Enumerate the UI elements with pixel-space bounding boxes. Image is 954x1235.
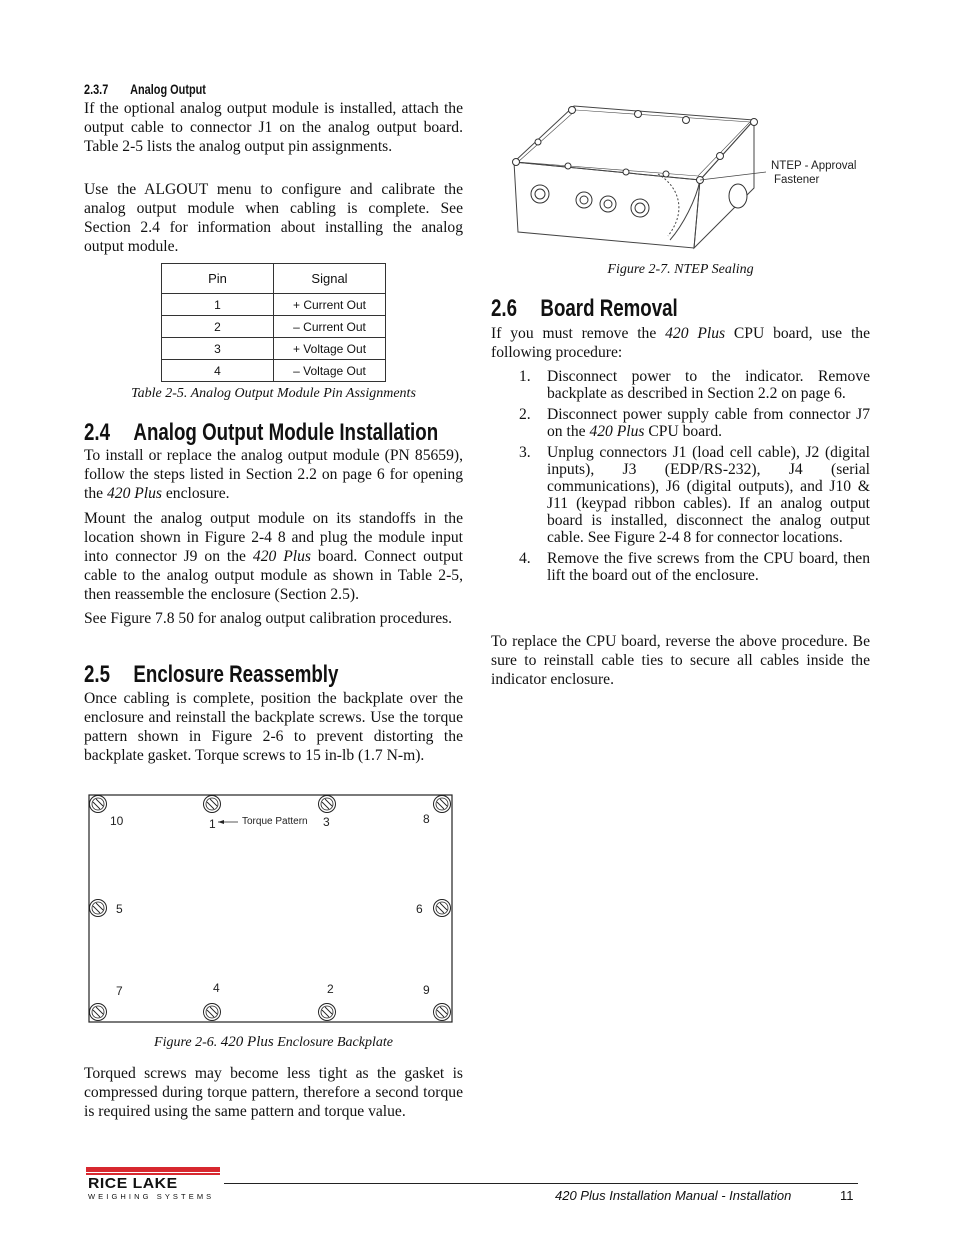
label-line: NTEP - Approval: [771, 160, 857, 172]
screw-icon: [319, 1004, 336, 1021]
section-number: 2.4: [84, 419, 111, 446]
table-cell: + Current Out: [274, 294, 386, 316]
board-removal-intro: [491, 324, 870, 362]
table-row: [162, 316, 386, 338]
list-item: [491, 406, 870, 440]
section-2-3-7-heading: [84, 81, 206, 97]
ntep-fastener-label: [771, 159, 856, 187]
torque-number: 9: [423, 983, 430, 997]
product-name: 420 Plus: [220, 1034, 274, 1050]
backplate-drawing: [86, 792, 456, 1026]
reassembly-paragraph-2: Torqued screws may become less tight as the gasket is compressed during torque pattern, therefore a second torque is required using the same pattern and torque value.: [84, 1065, 463, 1120]
step-number: 1.: [519, 368, 531, 385]
section-number: 2.5: [84, 661, 111, 688]
table-cell: – Current Out: [274, 316, 386, 338]
section-title: Analog Output: [130, 81, 206, 97]
section-number: 2.3.7: [84, 81, 109, 97]
list-item: [491, 368, 870, 402]
torque-number: 1: [209, 817, 216, 831]
page-number: 11: [840, 1188, 854, 1203]
table-cell: 4: [162, 360, 274, 382]
analog-output-paragraph-1: If the optional analog output module is installed, attach the output cable to connector J1 on the analog output board. Table 2-5 lists the analog output pin assignments.: [84, 100, 463, 155]
product-name: 420 Plus: [665, 325, 726, 342]
product-name: 420 Plus: [252, 548, 311, 565]
screw-icon: [204, 1004, 221, 1021]
screw-icon: [434, 1004, 451, 1021]
torque-number: 5: [116, 902, 123, 916]
text-run: Mount the analog output module on its standoffs in the location shown in Figure 2-4 8 and plug the module input into connector J9 on the: [84, 510, 463, 565]
torque-number: 7: [116, 984, 123, 998]
footer-doc-title: 420 Plus Installation Manual - Installation: [555, 1188, 792, 1203]
text-run: To install or replace the analog output module (PN 85659), follow the steps listed in Section 2.2 on page 6 for opening the: [84, 447, 463, 502]
table-cell: 2: [162, 316, 274, 338]
step-number: 2.: [519, 406, 531, 423]
screw-icon: [434, 796, 451, 813]
table-header-signal: Signal: [274, 264, 386, 294]
text-run: Enclosure Backplate: [277, 1035, 393, 1050]
installation-paragraph-3: See Figure 7.8 50 for analog output calibration procedures.: [84, 610, 453, 627]
screw-icon: [90, 900, 107, 917]
installation-paragraph-1: [84, 446, 463, 503]
label-line: Fastener: [774, 174, 820, 186]
board-removal-outro: To replace the CPU board, reverse the above procedure. Be sure to reinstall cable ties to secure all cables inside the indicator enclosure.: [491, 633, 870, 688]
step-text: Disconnect power to the indicator. Remove backplate as described in Section 2.2 on page 6.: [547, 368, 870, 402]
torque-pattern-label: Torque Pattern: [242, 816, 308, 827]
torque-number: 3: [323, 815, 330, 829]
torque-number: 4: [213, 981, 220, 995]
footer-rule: [224, 1183, 858, 1184]
table-cell: 3: [162, 338, 274, 360]
step-number: 3.: [519, 444, 531, 461]
table-header-pin: Pin: [162, 264, 274, 294]
analog-output-paragraph-2: Use the ALGOUT menu to configure and calibrate the analog output module when cabling is complete. See Section 2.4 for information about installing the analog output module.: [84, 181, 463, 255]
text-run: CPU board, use the following procedure:: [491, 325, 870, 361]
table-cell: + Voltage Out: [274, 338, 386, 360]
step-number: 4.: [519, 550, 531, 567]
table-row: [162, 294, 386, 316]
torque-number: 10: [110, 814, 124, 828]
pin-assignment-table: [161, 263, 386, 382]
screw-icon: [434, 900, 451, 917]
text-run: board. Connect output cable to the analog output module as shown in Table 2-5, then reassemble the enclosure (Section 2.5).: [84, 548, 463, 603]
table-cell: – Voltage Out: [274, 360, 386, 382]
installation-paragraph-2: [84, 509, 463, 604]
text-run: Figure 2-6.: [154, 1035, 218, 1050]
figure-2-7-caption: Figure 2-7. NTEP Sealing: [607, 262, 754, 277]
screw-icon: [90, 796, 107, 813]
figure-2-6-caption: [84, 1034, 463, 1051]
section-number: 2.6: [491, 295, 518, 322]
torque-number: 2: [327, 982, 334, 996]
screw-icon: [90, 1004, 107, 1021]
product-name: 420 Plus: [589, 423, 645, 440]
section-2-4-heading: [84, 420, 438, 446]
rice-lake-logo: [86, 1167, 220, 1205]
product-name: 420 Plus: [106, 485, 162, 502]
reassembly-paragraph-1: Once cabling is complete, position the backplate over the enclosure and reinstall the backplate screws. Use the torque pattern shown in Figure 2-6 to prevent distorting the backplate gasket. Torque screws to 15 in-lb (1.7 N-m).: [84, 690, 463, 764]
backplate-figure: [86, 792, 456, 1026]
step-text: Unplug connectors J1 (load cell cable), J2 (digital inputs), J3 (EDP/RS-232), J4 (serial communications), J6 (digital outputs), and J10 & J11 (keypad ribbon cables). If an analog output board is installed, disconnect the analog output cable. See Figure 2-4 8 for connector locations.: [547, 444, 870, 546]
section-2-6-heading: [491, 296, 678, 322]
board-removal-steps: [491, 368, 870, 588]
logo-wordmark: RICE LAKE: [88, 1175, 178, 1192]
table-row: [162, 338, 386, 360]
list-item: [491, 550, 870, 584]
section-title: Analog Output Module Installation: [133, 419, 439, 446]
text-run: enclosure.: [165, 485, 230, 502]
table-row: [162, 360, 386, 382]
torque-number: 8: [423, 812, 430, 826]
list-item: [491, 444, 870, 546]
step-text: Disconnect power supply cable from connector J7 on the: [547, 406, 870, 440]
screw-icon: [204, 796, 221, 813]
text-run: If you must remove the: [491, 325, 657, 342]
section-title: Board Removal: [540, 295, 678, 322]
table-caption: Table 2-5. Analog Output Module Pin Assignments: [131, 386, 416, 401]
step-text: Remove the five screws from the CPU board, then lift the board out of the enclosure.: [547, 550, 870, 584]
section-2-5-heading: [84, 662, 338, 688]
step-text: CPU board.: [648, 423, 723, 440]
logo-subtitle: WEIGHING SYSTEMS: [88, 1192, 215, 1201]
table-cell: 1: [162, 294, 274, 316]
torque-number: 6: [416, 902, 423, 916]
ntep-sealing-figure: [508, 100, 868, 250]
section-title: Enclosure Reassembly: [133, 661, 339, 688]
screw-icon: [319, 796, 336, 813]
